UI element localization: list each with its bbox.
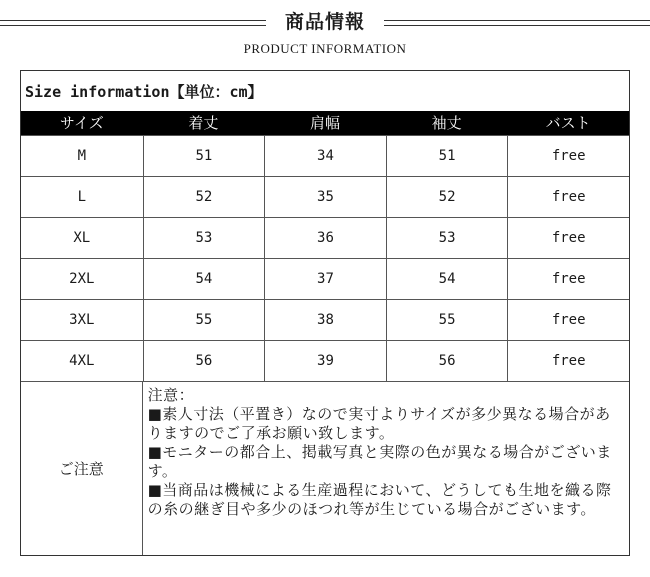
- section-header: [0, 8, 650, 38]
- column-header-size: サイズ: [59, 114, 104, 132]
- table-cell: 37: [264, 259, 386, 299]
- size-table: [20, 70, 630, 556]
- table-row: [21, 340, 629, 381]
- notes-label: ご注意: [21, 382, 143, 555]
- size-table-title: Size information【単位：cm】: [25, 83, 263, 101]
- table-cell: XL: [73, 230, 91, 246]
- column-header-shoulder: 肩幅: [309, 114, 340, 132]
- column-header-length: 着丈: [188, 114, 219, 132]
- table-cell: L: [77, 189, 87, 205]
- note-item: ■素人寸法（平置き）なので実寸よりサイズが多少異なる場合がありますのでご了承お願い致します。: [147, 405, 611, 442]
- table-cell: 52: [143, 177, 265, 217]
- note-item: ■モニターの都合上、掲載写真と実際の色が異なる場合がございます。: [147, 443, 612, 480]
- table-cell: 34: [264, 136, 386, 176]
- table-row: [21, 258, 629, 299]
- table-cell: free: [507, 341, 629, 381]
- column-header-sleeve: 袖丈: [431, 114, 462, 132]
- note-item: ■当商品は機械による生産過程において、どうしても生地を織る際の糸の継ぎ目や多少のほつれ等が生じている場合がございます。: [147, 481, 612, 518]
- table-cell: 3XL: [69, 312, 95, 328]
- table-cell: 38: [264, 300, 386, 340]
- column-header-bust: バスト: [545, 114, 591, 132]
- table-cell: 36: [264, 218, 386, 258]
- page-title: 商品情報: [284, 11, 365, 33]
- table-cell: 39: [264, 341, 386, 381]
- table-cell: free: [507, 300, 629, 340]
- table-header-row: [21, 111, 629, 135]
- table-row: [21, 217, 629, 258]
- table-cell: 53: [386, 218, 508, 258]
- table-cell: M: [77, 148, 87, 164]
- table-cell: free: [507, 177, 629, 217]
- table-row: [21, 176, 629, 217]
- table-row: [21, 299, 629, 340]
- table-cell: 51: [143, 136, 265, 176]
- table-cell: free: [507, 218, 629, 258]
- page-subtitle: PRODUCT INFORMATION: [243, 41, 407, 56]
- table-cell: 51: [386, 136, 508, 176]
- notes-section: [21, 381, 629, 555]
- table-cell: 56: [143, 341, 265, 381]
- header-rule-right: [384, 20, 650, 26]
- table-cell: 55: [143, 300, 265, 340]
- notes-body: [143, 382, 629, 555]
- table-cell: 4XL: [69, 353, 95, 369]
- table-cell: 54: [143, 259, 265, 299]
- table-cell: free: [507, 259, 629, 299]
- table-cell: 53: [143, 218, 265, 258]
- table-cell: 2XL: [69, 271, 95, 287]
- table-cell: 35: [264, 177, 386, 217]
- table-cell: 55: [386, 300, 508, 340]
- table-cell: free: [507, 136, 629, 176]
- table-row: [21, 135, 629, 176]
- table-cell: 54: [386, 259, 508, 299]
- header-rule-left: [0, 20, 266, 26]
- table-cell: 56: [386, 341, 508, 381]
- table-cell: 52: [386, 177, 508, 217]
- notes-heading: 注意：: [147, 386, 195, 404]
